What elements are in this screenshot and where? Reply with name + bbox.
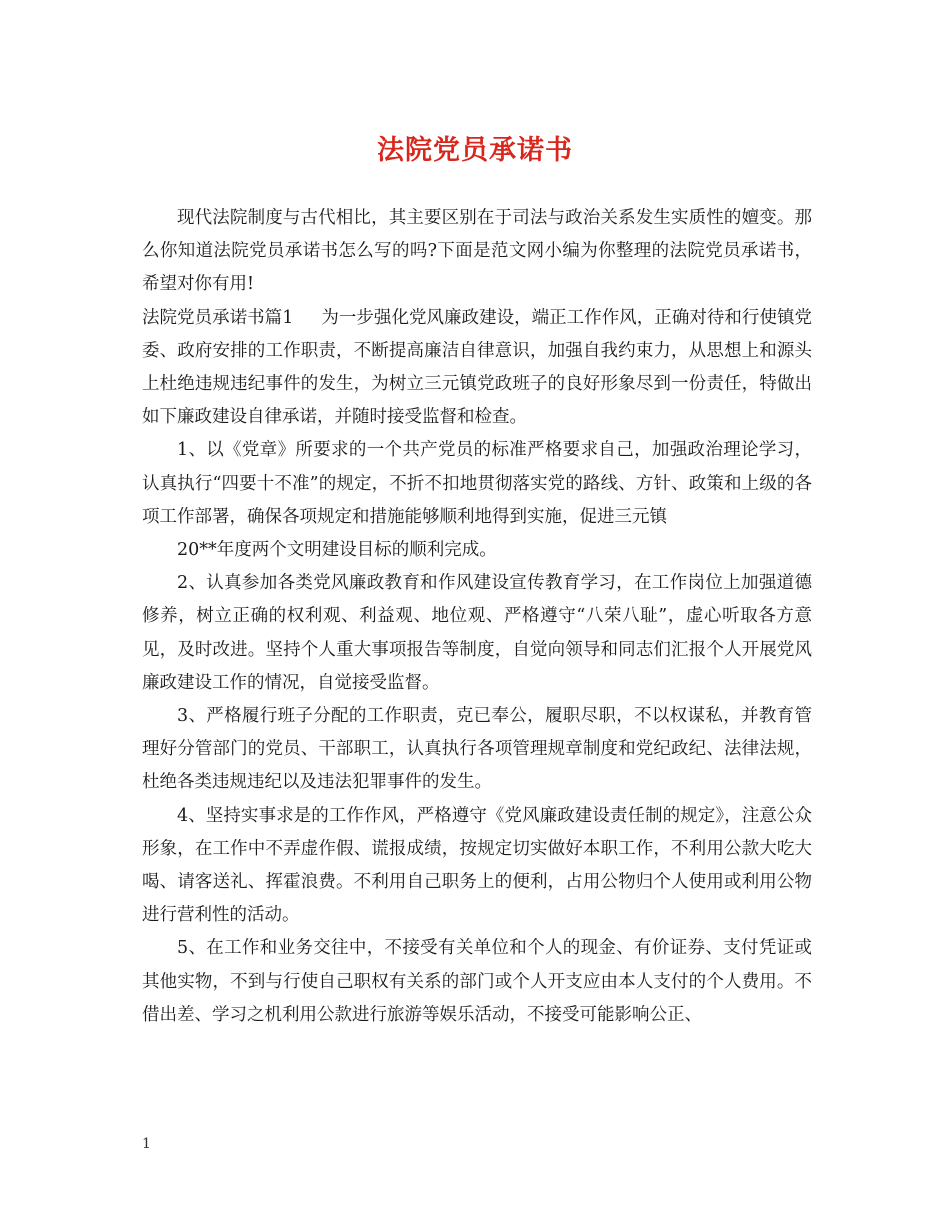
item-paragraph-3: 3、严格履行班子分配的工作职责，克已奉公，履职尽职，不以权谋私，并教育管理好分管部门的党员、干部职工，认真执行各项管理规章制度和党纪政纪、法律法规，杜绝各类违规违纪以及违法犯罪事件的发生。 bbox=[142, 706, 812, 793]
document-title: 法院党员承诺书 bbox=[377, 135, 573, 166]
item-paragraph-1-continued: 20**年度两个文明建设目标的顺利完成。 bbox=[177, 540, 497, 561]
document-body bbox=[142, 202, 812, 1032]
item-paragraph-2: 2、认真参加各类党风廉政教育和作风建设宣传教育学习，在工作岗位上加强道德修养，树立正确的权利观、利益观、地位观、严格遵守“八荣八耻”，虚心听取各方意见，及时改进。坚持个人重大事项报告等制度，自觉向领导和同志们汇报个人开展党风廉政建设工作的情况，自觉接受监督。 bbox=[142, 573, 812, 693]
item-paragraph-5: 5、在工作和业务交往中，不接受有关单位和个人的现金、有价证券、支付凭证或其他实物，不到与行使自己职权有关系的部门或个人开支应由本人支付的个人费用。不借出差、学习之机利用公款进行旅游等娱乐活动，不接受可能影响公正、 bbox=[142, 938, 812, 1025]
section-lead: 为一步强化党风廉政建设，端正工作作风，正确对待和行使镇党委、政府安排的工作职责，不断提高廉洁自律意识，加强自我约束力，从思想上和源头上杜绝违规违纪事件的发生，为树立三元镇党政班子的良好形象尽到一份责任，特做出如下廉政建设自律承诺，并随时接受监督和检查。 bbox=[142, 307, 812, 428]
section-heading: 法院党员承诺书篇1 bbox=[142, 307, 294, 328]
intro-paragraph: 现代法院制度与古代相比，其主要区别在于司法与政治关系发生实质性的嬗变。那么你知道法院党员承诺书怎么写的吗?下面是范文网小编为你整理的法院党员承诺书，希望对你有用! bbox=[142, 208, 812, 295]
item-paragraph-4: 4、坚持实事求是的工作作风，严格遵守《党风廉政建设责任制的规定》，注意公众形象，在工作中不弄虚作假、谎报成绩，按规定切实做好本职工作，不利用公款大吃大喝、请客送礼、挥霍浪费。不利用自己职务上的便利，占用公物归个人使用或利用公物进行营利性的活动。 bbox=[142, 805, 812, 926]
item-paragraph-1: 1、以《党章》所要求的一个共产党员的标准严格要求自己，加强政治理论学习，认真执行“四要十不准”的规定，不折不扣地贯彻落实党的路线、方针、政策和上级的各项工作部署，确保各项规定和措施能够顺利地得到实施，促进三元镇 bbox=[142, 440, 812, 527]
section-paragraph bbox=[142, 302, 812, 435]
page-number: 1 bbox=[142, 1136, 151, 1152]
